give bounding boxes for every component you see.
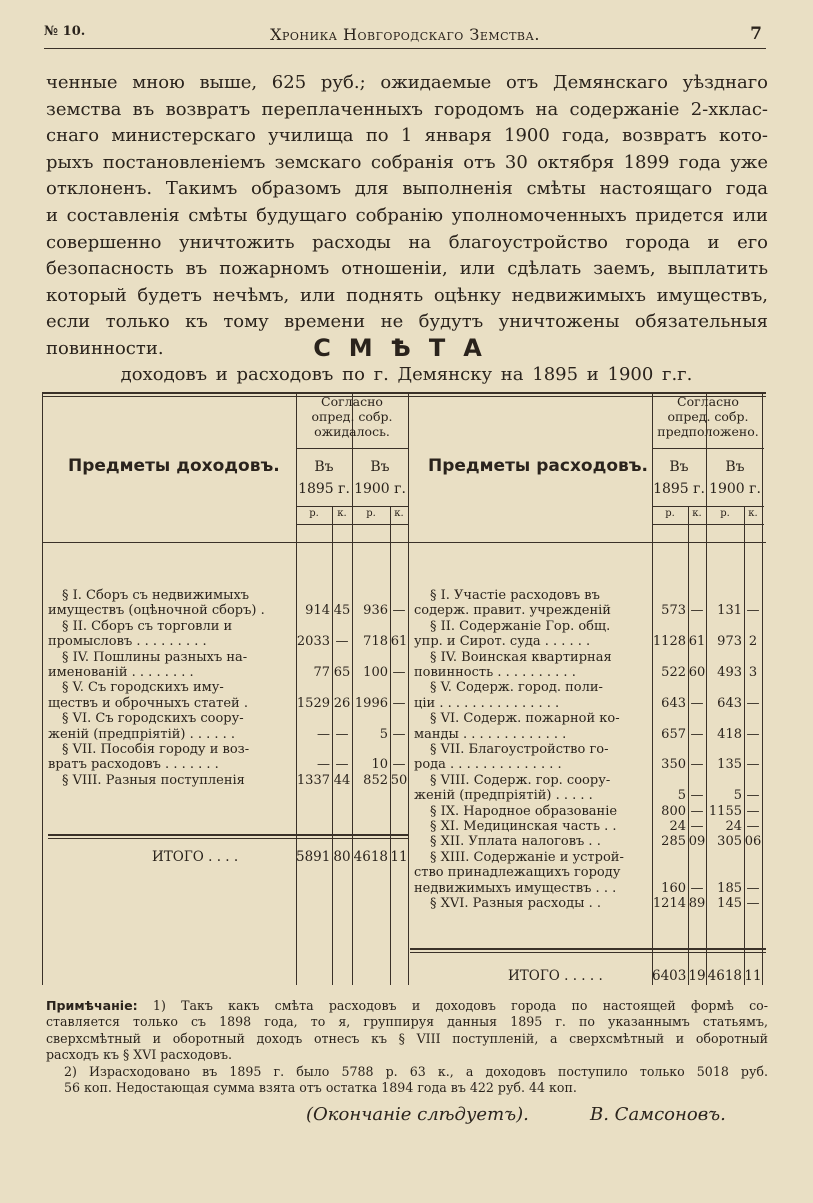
expense-row-k00: — (746, 726, 760, 742)
note-text: 1) Такъ какъ смѣта расходовъ и доходовъ города по настоящей формѣ со- (137, 998, 768, 1013)
income-row-r95: — (317, 757, 330, 773)
expense-row-k00: — (746, 757, 760, 773)
year-1895-header (652, 456, 706, 500)
expense-row-k95: — (690, 603, 704, 619)
issue-number: № 10. (44, 24, 86, 39)
col-rule (688, 506, 689, 985)
expense-row-text: повинность . . . . . . . . . . (414, 665, 576, 680)
expense-row-k95: 60 (688, 665, 706, 680)
note-line: сверхсмѣтный и оборотный доходъ отнесъ къ § VIII поступленій, а сверхсмѣтный и оборотный (46, 1030, 768, 1046)
expense-row-k00: — (746, 788, 760, 804)
expense-row-k00: 06 (744, 834, 762, 850)
text-line: повинности. (46, 337, 164, 359)
income-row-r00: 10 (371, 757, 388, 773)
income-row-k95: 65 (333, 665, 351, 680)
income-row-k00: 61 (390, 634, 408, 650)
expense-row-r00: 493 (717, 665, 742, 680)
expense-row-r95: 5 (677, 788, 686, 804)
income-row-r95: 1337 (296, 772, 330, 788)
expense-row-k00: 3 (748, 665, 758, 680)
expense-header: Предметы расходовъ. (428, 456, 648, 476)
expense-row-r95: 1128 (652, 634, 686, 650)
expense-row-r00: 24 (725, 819, 742, 834)
journal-title: Хроника Новгородскаго Земства. (270, 25, 540, 44)
year-label: 1895 г. (298, 481, 350, 497)
running-header (44, 22, 766, 49)
expense-total-rule-2 (410, 952, 766, 953)
col-rule (744, 506, 745, 985)
expense-total-label: ИТОГО . . . . . (508, 968, 603, 984)
expense-row-k95: — (690, 757, 704, 773)
text-line: ченные мною выше, 625 руб.; ожидаемые отъ Демянскаго уѣзднаго (46, 72, 768, 93)
year-label: 1900 г. (709, 481, 761, 497)
expense-row-text: § VII. Благоустройство го- (430, 742, 609, 757)
text-line: и составленія смѣты будущаго собранію уполномоченныхъ придется или (46, 204, 768, 226)
expense-row-r95: 160 (661, 880, 686, 896)
estimate-table (42, 392, 766, 985)
unit-kop: к. (337, 508, 347, 519)
income-total-rule (48, 834, 408, 836)
expense-total-k95: 19 (688, 968, 706, 984)
expense-row-r00: 135 (717, 757, 742, 773)
expense-row-text: § XI. Медицинская часть . . (430, 819, 617, 834)
expense-row-text: § V. Содерж. город. поли- (430, 680, 603, 696)
expense-row-k95: — (690, 695, 704, 711)
expense-row-text: § II. Содержаніе Гор. общ. (430, 618, 611, 634)
unit-rub: р. (309, 508, 319, 519)
expense-row-r95: 643 (661, 695, 686, 711)
footnotes (46, 998, 768, 1096)
income-row-k00: — (392, 726, 406, 742)
income-total-k00: 11 (390, 849, 408, 865)
income-row-k95: — (335, 757, 349, 773)
expense-row-r95: 657 (661, 726, 686, 742)
group-line: Согласно (677, 394, 739, 409)
expense-row-r95: 573 (661, 603, 686, 619)
text-line: рыхъ постановленіемъ земскаго собранія отъ 30 октября 1899 года уже (46, 151, 768, 173)
expense-row-k00: — (746, 819, 760, 834)
expense-row-text: ціи . . . . . . . . . . . . . . . (414, 695, 560, 711)
unit-kop: к. (394, 508, 404, 519)
expense-row-k00: — (746, 880, 760, 896)
expense-row-text: манды . . . . . . . . . . . . . (414, 726, 567, 742)
group-line: опред. собр. (311, 409, 393, 424)
col-rule (332, 506, 333, 985)
year-prefix: Въ (725, 459, 745, 475)
text-line: безопасность въ пожарномъ отношеніи, или сдѣлать заемъ, выплатить (46, 258, 768, 280)
income-total-k95: 80 (333, 849, 351, 865)
income-header: Предметы доходовъ. (68, 456, 280, 476)
expense-row-r00: 131 (717, 603, 742, 619)
group-line: Согласно (321, 394, 383, 409)
expense-total-k00: 11 (744, 968, 762, 984)
income-row-text: § VI. Съ городскихъ соору- (62, 711, 244, 727)
expense-row-text: § VIII. Содерж. гор. соору- (430, 772, 611, 788)
expense-row-k00: — (746, 695, 760, 711)
expense-row-r00: 305 (717, 834, 742, 850)
expense-row-k95: 61 (688, 634, 706, 650)
expense-row-text: ство принадлежащихъ городу (414, 865, 621, 881)
income-row-r00: 936 (363, 603, 388, 619)
income-row-r00: 852 (363, 772, 388, 788)
expense-row-r95: 24 (669, 819, 686, 834)
unit-kop: к. (748, 508, 758, 519)
expense-row-k95: 09 (688, 834, 706, 850)
note-line: расходъ къ § XVI расходовъ. (46, 1047, 233, 1063)
estimate-subtitle: доходовъ и расходовъ по г. Демянску на 1895 и 1900 г.г. (120, 364, 693, 385)
body-text (46, 70, 768, 363)
income-row-k95: 26 (333, 695, 351, 711)
expense-row-r00: 5 (733, 788, 742, 804)
income-row-k95: — (335, 634, 349, 650)
expense-row-r00: 145 (717, 896, 742, 911)
expense-row-k95: — (690, 726, 704, 742)
income-row-r95: 2033 (296, 634, 330, 650)
year-1895-header (296, 456, 352, 500)
table-header-rule (42, 542, 766, 543)
income-total-r00: 4618 (353, 849, 388, 865)
unit-kop: к. (692, 508, 702, 519)
income-row-text: § V. Съ городскихъ иму- (62, 680, 224, 696)
group-line: предположено. (657, 424, 759, 439)
unit-rub: р. (366, 508, 376, 519)
income-row-r00: 5 (379, 726, 388, 742)
text-line: отклоненъ. Такимъ образомъ для выполненія смѣты настоящаго года (46, 178, 768, 200)
expense-row-k95: — (690, 819, 704, 834)
income-row-r00: 718 (363, 634, 388, 650)
income-row-text: именованій . . . . . . . . (48, 665, 194, 680)
income-row-r00: 1996 (354, 695, 388, 711)
expense-row-r95: 350 (661, 757, 686, 773)
expense-row-r00: 418 (717, 726, 742, 742)
note-line (46, 998, 768, 1014)
income-row-text: § II. Сборъ съ торговли и (62, 618, 233, 634)
expense-row-text: § IV. Воинская квартирная (430, 649, 612, 665)
expense-row-r95: 800 (661, 803, 686, 819)
income-row-k00: 50 (390, 772, 408, 788)
expense-row-k95: — (690, 788, 704, 804)
income-row-text: промысловъ . . . . . . . . . (48, 634, 207, 650)
col-rule (42, 392, 43, 985)
expense-row-text: § XIII. Содержаніе и устрой- (430, 849, 624, 865)
unit-rule-2 (296, 524, 408, 525)
note-line: 56 коп. Недостающая сумма взята отъ остатка 1894 года въ 422 руб. 44 коп. (64, 1079, 577, 1095)
continuation-note: (Окончаніе слѣдуетъ). (306, 1104, 529, 1125)
text-line: земства въ возвратъ переплаченныхъ городомъ на содержаніе 2-хклас- (46, 98, 768, 120)
group-line: опред. собр. (667, 409, 749, 424)
group-line: ожидалось. (314, 424, 390, 439)
income-row-k00: — (392, 757, 406, 773)
year-prefix: Въ (669, 459, 689, 475)
text-line: если только къ тому времени не будутъ уничтожены обязательныя (46, 311, 768, 333)
income-total-rule-2 (48, 838, 408, 839)
expense-row-k00: 2 (748, 634, 758, 650)
expense-row-r95: 285 (661, 834, 686, 850)
text-line: снаго министерскаго училища по 1 января 1900 года, возвратъ кото- (46, 125, 768, 147)
unit-rub: р. (720, 508, 730, 519)
expense-row-k95: — (690, 880, 704, 896)
income-row-text: § VII. Пособія городу и воз- (62, 742, 250, 757)
author-name: В. Самсоновъ. (590, 1104, 726, 1125)
expense-row-r95: 522 (661, 665, 686, 680)
expense-row-text: § XVI. Разныя расходы . . (430, 896, 601, 911)
income-row-k00: — (392, 603, 406, 619)
year-1900-header (352, 456, 408, 500)
expense-group-header (652, 394, 764, 439)
income-row-text: § VIII. Разныя поступленія (62, 772, 245, 788)
expense-row-k00: — (746, 803, 760, 819)
income-row-k95: — (335, 726, 349, 742)
income-total-r95: 5891 (296, 849, 331, 865)
income-row-k00: — (392, 665, 406, 680)
year-label: 1900 г. (354, 481, 406, 497)
note-line: ставляется только съ 1898 года, то я, группируя данныя 1895 г. по указаннымъ статьямъ, (46, 1014, 768, 1030)
note-label: Примѣчаніе: (46, 998, 138, 1013)
col-rule (390, 506, 391, 985)
group-rule (652, 448, 764, 449)
income-row-r95: 1529 (296, 695, 330, 711)
income-row-text: § I. Сборъ съ недвижимыхъ (62, 588, 250, 603)
group-rule (296, 448, 408, 449)
expense-row-r00: 1155 (708, 803, 742, 819)
income-row-text: ществъ и оброчныхъ статей . (48, 695, 248, 711)
income-row-r95: — (317, 726, 330, 742)
col-rule (408, 392, 409, 985)
expense-row-text: содерж. правит. учрежденій (414, 603, 611, 619)
unit-rule (652, 506, 764, 507)
income-row-text: имуществъ (оцѣночной сборъ) . (48, 603, 265, 619)
income-row-text: женій (предпріятій) . . . . . . (48, 726, 236, 742)
income-row-k95: 44 (333, 772, 351, 788)
year-1900-header (706, 456, 764, 500)
estimate-title: СМѢТА (313, 334, 500, 362)
expense-row-k95: — (690, 803, 704, 819)
text-line: который будетъ нечѣмъ, или поднять оцѣнку недвижимыхъ имуществъ, (46, 284, 768, 306)
expense-row-text: упр. и Сирот. суда . . . . . . (414, 634, 591, 650)
expense-row-r00: 973 (717, 634, 742, 650)
expense-total-r95: 6403 (652, 968, 687, 984)
expense-row-r95: 1214 (652, 896, 686, 911)
expense-total-r00: 4618 (707, 968, 742, 984)
expense-row-text: женій (предпріятій) . . . . . (414, 788, 593, 804)
year-prefix: Въ (314, 459, 334, 475)
income-row-text: § IV. Пошлины разныхъ на- (62, 649, 248, 665)
expense-row-text: недвижимыхъ имуществъ . . . (414, 880, 617, 896)
unit-rule (296, 506, 408, 507)
income-row-r00: 100 (363, 665, 388, 680)
expense-total-rule (410, 948, 766, 950)
income-row-r95: 77 (313, 665, 330, 680)
expense-row-r00: 643 (717, 695, 742, 711)
unit-rub: р. (665, 508, 675, 519)
income-row-k95: 45 (333, 603, 351, 619)
expense-row-k00: — (746, 603, 760, 619)
expense-row-text: § I. Участіе расходовъ въ (430, 588, 600, 603)
expense-row-k00: — (746, 896, 760, 911)
income-total-label: ИТОГО . . . . (152, 849, 239, 865)
year-label: 1895 г. (653, 481, 705, 497)
text-line: совершенно уничтожить расходы на благоустройство города и его (46, 231, 768, 253)
year-prefix: Въ (370, 459, 390, 475)
income-row-r95: 914 (305, 603, 330, 619)
note-line: 2) Израсходовано въ 1895 г. было 5788 р. 63 к., а доходовъ поступило только 5018 руб. (64, 1063, 768, 1079)
page-number: 7 (750, 24, 762, 44)
expense-row-text: § VI. Содерж. пожарной ко- (430, 711, 620, 727)
income-row-text: вратъ расходовъ . . . . . . . (48, 757, 219, 773)
expense-row-text: § XII. Уплата налоговъ . . (430, 834, 601, 850)
expense-row-k95: 89 (688, 896, 706, 911)
expense-row-r00: 185 (717, 880, 742, 896)
unit-rule-2 (652, 524, 764, 525)
expense-row-text: рода . . . . . . . . . . . . . . (414, 757, 562, 773)
expense-row-text: § IX. Народное образованіе (430, 803, 618, 819)
income-group-header (296, 394, 408, 439)
income-row-k00: — (392, 695, 406, 711)
